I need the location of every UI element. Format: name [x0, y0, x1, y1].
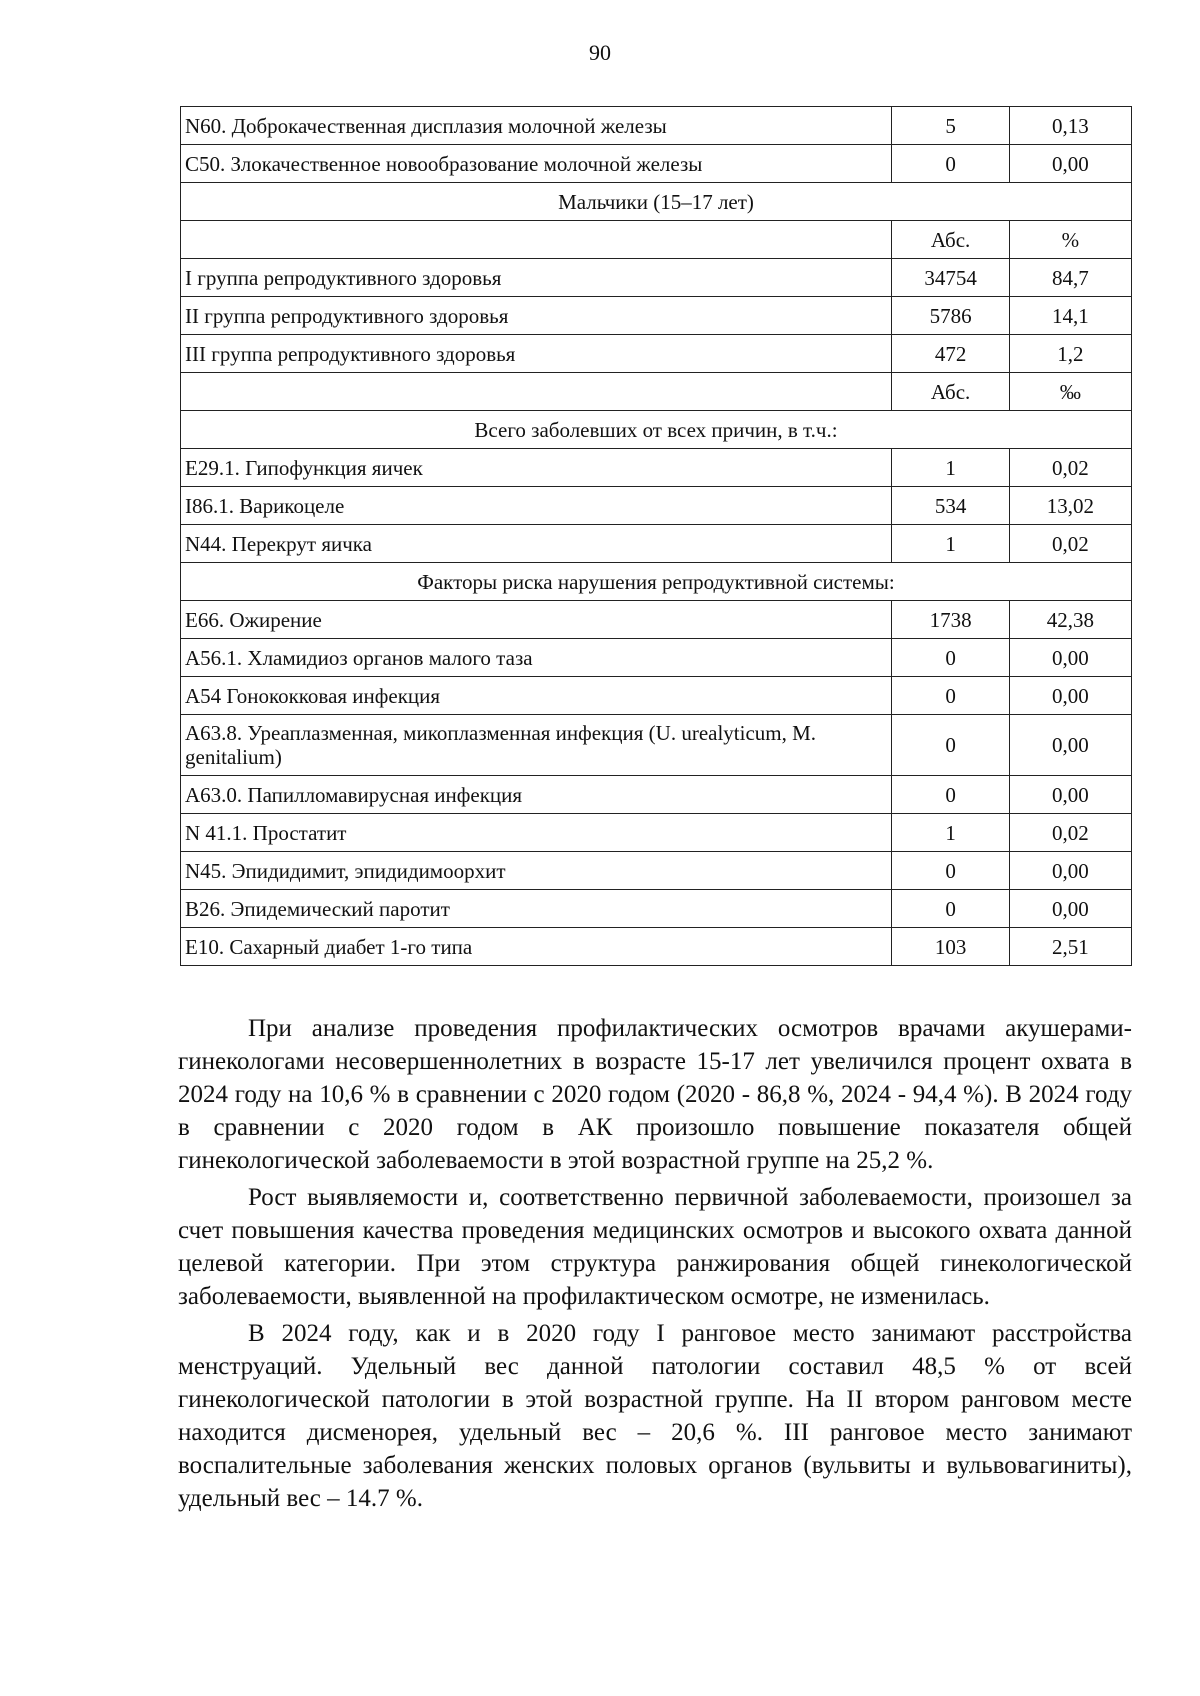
abs-value-cell: 0	[892, 677, 1009, 715]
table-row	[181, 487, 1132, 525]
table-row	[181, 221, 1132, 259]
abs-value-cell: 0	[892, 776, 1009, 814]
abs-value-cell: 34754	[892, 259, 1009, 297]
body-text	[178, 1012, 1132, 1519]
percent-value-cell: 0,00	[1009, 776, 1131, 814]
statistics-table	[180, 106, 1132, 966]
table-row	[181, 677, 1132, 715]
abs-value-cell: 472	[892, 335, 1009, 373]
table-row	[181, 107, 1132, 145]
percent-value-cell: 14,1	[1009, 297, 1131, 335]
section-row	[181, 183, 1132, 221]
abs-value-cell: 1	[892, 449, 1009, 487]
table-row	[181, 145, 1132, 183]
percent-value-cell: 2,51	[1009, 928, 1131, 966]
table-row	[181, 776, 1132, 814]
section-row	[181, 411, 1132, 449]
row-name-cell: I86.1. Варикоцеле	[181, 487, 892, 525]
percent-value-cell: 0,00	[1009, 639, 1131, 677]
section-label: Мальчики (15–17 лет)	[181, 183, 1132, 221]
abs-value-cell: Абс.	[892, 373, 1009, 411]
percent-value-cell: 0,00	[1009, 715, 1131, 776]
abs-value-cell: 0	[892, 715, 1009, 776]
table-row	[181, 890, 1132, 928]
percent-value-cell: 0,02	[1009, 449, 1131, 487]
table-row	[181, 715, 1132, 776]
percent-value-cell: %	[1009, 221, 1131, 259]
abs-value-cell: 1	[892, 814, 1009, 852]
row-name-cell: С50. Злокачественное новообразование молочной железы	[181, 145, 892, 183]
percent-value-cell: 0,13	[1009, 107, 1131, 145]
row-name-cell: III группа репродуктивного здоровья	[181, 335, 892, 373]
percent-value-cell: 13,02	[1009, 487, 1131, 525]
row-name-cell: А54 Гонококковая инфекция	[181, 677, 892, 715]
page-number: 90	[589, 40, 611, 65]
percent-value-cell: 0,00	[1009, 852, 1131, 890]
row-name-cell: А56.1. Хламидиоз органов малого таза	[181, 639, 892, 677]
row-name-cell: II группа репродуктивного здоровья	[181, 297, 892, 335]
paragraph: При анализе проведения профилактических осмотров врачами акушерами-гинекологами несовершеннолетних в возрасте 15-17 лет увеличился процент охвата в 2024 году на 10,6 % в сравнении с 2020 годом (2020 - 86,8 %, 2024 - 94,4 %). В 2024 году в сравнении с 2020 годом в АК произошло повышение показателя общей гинекологической заболеваемости в этой возрастной группе на 25,2 %.	[178, 1015, 1132, 1174]
table-row	[181, 928, 1132, 966]
table-row	[181, 814, 1132, 852]
abs-value-cell: 0	[892, 639, 1009, 677]
section-row	[181, 563, 1132, 601]
table-row	[181, 335, 1132, 373]
row-name-cell: N 41.1. Простатит	[181, 814, 892, 852]
row-name-cell: N44. Перекрут яичка	[181, 525, 892, 563]
table-row	[181, 297, 1132, 335]
abs-value-cell: 0	[892, 852, 1009, 890]
percent-value-cell: 42,38	[1009, 601, 1131, 639]
abs-value-cell: 5786	[892, 297, 1009, 335]
row-name-cell: А63.0. Папилломавирусная инфекция	[181, 776, 892, 814]
paragraph: В 2024 году, как и в 2020 году I ранговое место занимают расстройства менструаций. Удельный вес данной патологии составил 48,5 % от всей гинекологической патологии в этой возрастной группе. На II втором ранговом месте находится дисменорея, удельный вес – 20,6 %. III ранговое место занимают воспалительные заболевания женских половых органов (вульвиты и вульвовагиниты), удельный вес – 14.7 %.	[178, 1320, 1132, 1512]
abs-value-cell: 534	[892, 487, 1009, 525]
section-label: Факторы риска нарушения репродуктивной системы:	[181, 563, 1132, 601]
abs-value-cell: 0	[892, 890, 1009, 928]
table-row	[181, 525, 1132, 563]
percent-value-cell: 0,00	[1009, 145, 1131, 183]
abs-value-cell: 1738	[892, 601, 1009, 639]
table-row	[181, 601, 1132, 639]
abs-value-cell: 103	[892, 928, 1009, 966]
abs-value-cell: 5	[892, 107, 1009, 145]
table-row	[181, 373, 1132, 411]
abs-value-cell: Абс.	[892, 221, 1009, 259]
table-row	[181, 449, 1132, 487]
percent-value-cell: 0,00	[1009, 677, 1131, 715]
table-body	[181, 107, 1132, 966]
table-row	[181, 852, 1132, 890]
percent-value-cell: ‰	[1009, 373, 1131, 411]
row-name-cell: B26. Эпидемический паротит	[181, 890, 892, 928]
abs-value-cell: 0	[892, 145, 1009, 183]
row-name-cell: N45. Эпидидимит, эпидидимоорхит	[181, 852, 892, 890]
percent-value-cell: 84,7	[1009, 259, 1131, 297]
percent-value-cell: 0,02	[1009, 814, 1131, 852]
row-name-cell: N60. Доброкачественная дисплазия молочной железы	[181, 107, 892, 145]
percent-value-cell: 0,02	[1009, 525, 1131, 563]
abs-value-cell: 1	[892, 525, 1009, 563]
table-row	[181, 259, 1132, 297]
row-name-cell: Е10. Сахарный диабет 1-го типа	[181, 928, 892, 966]
row-name-cell: А63.8. Уреаплазменная, микоплазменная инфекция (U. urealyticum, M. genitalium)	[181, 715, 892, 776]
section-label: Всего заболевших от всех причин, в т.ч.:	[181, 411, 1132, 449]
row-name-cell: Е29.1. Гипофункция яичек	[181, 449, 892, 487]
row-name-cell	[181, 221, 892, 259]
percent-value-cell: 1,2	[1009, 335, 1131, 373]
row-name-cell: Е66. Ожирение	[181, 601, 892, 639]
table-row	[181, 639, 1132, 677]
row-name-cell	[181, 373, 892, 411]
paragraph: Рост выявляемости и, соответственно первичной заболеваемости, произошел за счет повышения качества проведения медицинских осмотров и высокого охвата данной целевой категории. При этом структура ранжирования общей гинекологической заболеваемости, выявленной на профилактическом осмотре, не изменилась.	[178, 1184, 1132, 1310]
row-name-cell: I группа репродуктивного здоровья	[181, 259, 892, 297]
percent-value-cell: 0,00	[1009, 890, 1131, 928]
